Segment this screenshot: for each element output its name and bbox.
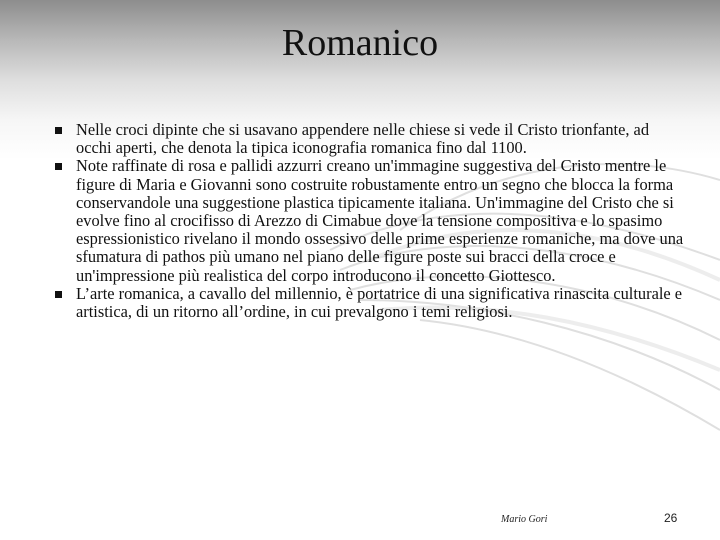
square-bullet-icon <box>55 163 62 170</box>
footer-author: Mario Gori <box>501 514 548 525</box>
slide-title: Romanico <box>281 22 439 64</box>
page-number: 26 <box>664 511 678 525</box>
bullet-text: Nelle croci dipinte che si usavano appendere nelle chiese si vede il Cristo trionfante, ad occhi aperti, che denota la tipica iconografia romanica fino dal 1100. <box>76 120 650 158</box>
bullet-item <box>48 157 688 284</box>
bullet-text: Note raffinate di rosa e pallidi azzurri creano un'immagine suggestiva del Cristo mentre le figure di Maria e Giovanni sono costruite robustamente entro un segno che blocca la forma conservandole una suggestione plastica tipicamente italiana. Un'immagine del Cristo che si evolve fino al crocifisso di Arezzo di Cimabue dove la tensione compositiva e lo spasimo espressionistico rivelano il mondo ossessivo delle prime esperienze romaniche, ma dove una sfumatura di pathos più umano nel piano delle figure poste sui bracci della croce e un'impressione più realistica del corpo introducono il concetto Giottesco. <box>76 156 684 285</box>
square-bullet-icon <box>55 127 62 134</box>
bullet-item <box>48 121 688 157</box>
bullet-list <box>48 121 688 321</box>
square-bullet-icon <box>55 291 62 298</box>
bullet-item <box>48 285 688 321</box>
bullet-text: L’arte romanica, a cavallo del millennio, è portatrice di una significativa rinascita culturale e artistica, di un ritorno all’ordine, in cui prevalgono i temi religiosi. <box>76 283 683 322</box>
